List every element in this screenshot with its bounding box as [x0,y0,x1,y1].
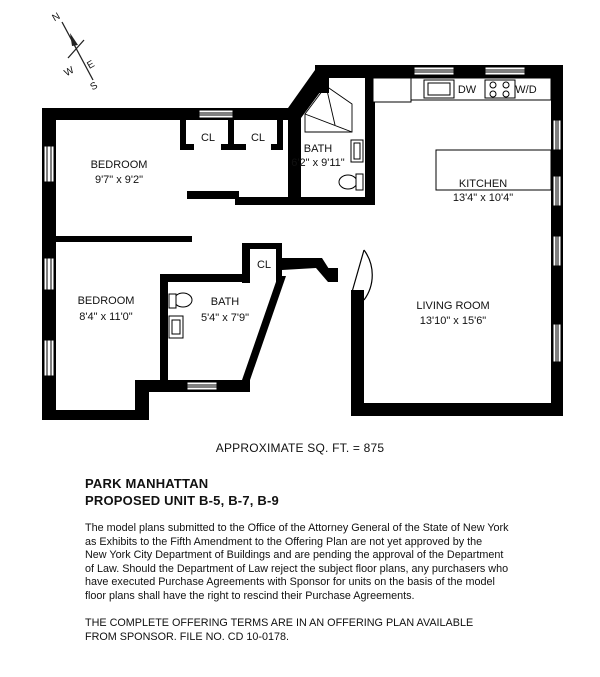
compass-rose [51,11,101,93]
bath2-name: BATH [210,296,240,308]
compass-n: N [50,10,63,25]
bath1-name: BATH [303,143,333,155]
compass-w: W [62,64,77,80]
disclaimer-line: of Law. Should the Department of Law reject the subject floor plans, any purchasers who [85,562,509,575]
kitchen-name: KITCHEN [458,178,508,190]
bedroom2-name: BEDROOM [77,295,135,307]
disclaimer-line: as Exhibits to the Fifth Amendment to the Offering Plan are not yet approved by the [85,535,483,548]
compass-s: S [88,80,100,94]
offering-line: THE COMPLETE OFFERING TERMS ARE IN AN OFFERING PLAN AVAILABLE [85,617,474,629]
disclaimer-line: floor plans shall have the right to rescind their Purchase Agreements. [85,589,415,602]
disclaimer-line: The model plans submitted to the Office of the Attorney General of the State of New York [85,522,509,534]
living-room-dims: 13'10" x 15'6" [419,315,487,327]
bath2-dims: 5'4" x 7'9" [200,312,250,324]
outer-walls [42,65,563,420]
square-footage: APPROXIMATE SQ. FT. = 875 [215,441,385,455]
compass-e: E [85,58,97,72]
unit-title: PROPOSED UNIT B-5, B-7, B-9 [85,493,279,508]
kitchen-dims: 13'4" x 10'4" [452,192,514,204]
disclaimer-paragraph [85,522,525,604]
room-labels [78,84,537,327]
disclaimer-line: have executed Purchase Agreements with Sponsor for units on the basis of the model [85,576,495,589]
offering-notice [85,617,525,644]
bath2-fixtures [169,293,192,338]
dishwasher-label: DW [457,84,477,96]
bedroom1-dims: 9'7" x 9'2" [94,174,144,186]
offering-line: FROM SPONSOR. FILE NO. CD 10-0178. [85,630,289,643]
closet-c-label: CL [256,259,272,271]
washer-dryer-label: W/D [515,84,537,96]
interior-walls [56,78,375,392]
living-room-name: LIVING ROOM [416,300,490,312]
bedroom2-dims: 8'4" x 11'0" [79,311,133,323]
building-name: PARK MANHATTAN [85,476,209,491]
bedroom1-name: BEDROOM [90,159,148,171]
closet-b-label: CL [250,132,266,144]
disclaimer-line: New York City Department of Buildings and are pending the approval of the Department [85,549,504,562]
closet-a-label: CL [200,132,216,144]
bath1-dims: 6'2" x 9'11" [291,157,345,169]
